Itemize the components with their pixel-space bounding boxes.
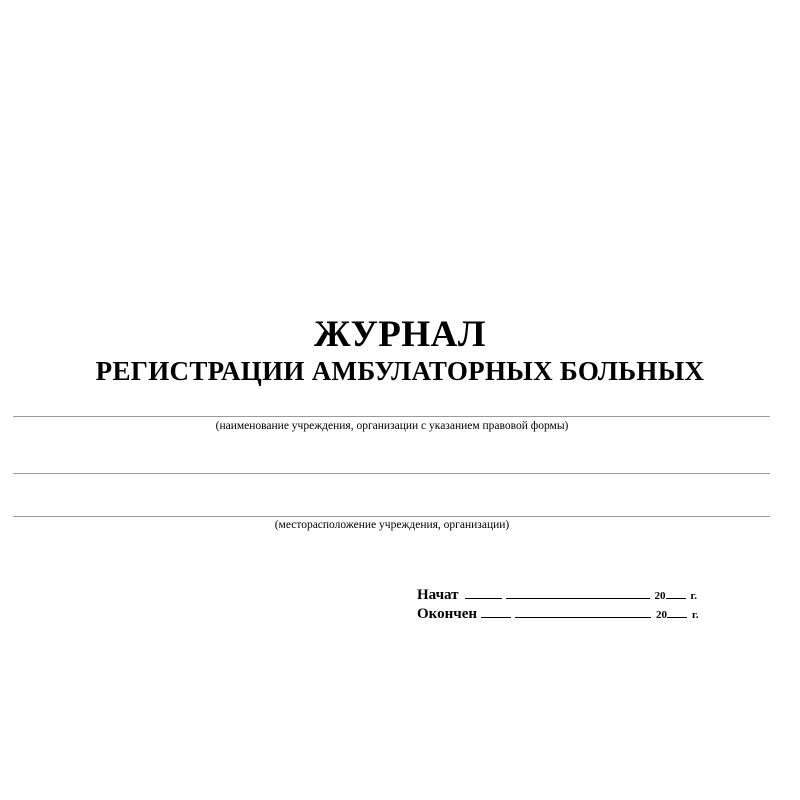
- organization-name-line: [13, 416, 770, 417]
- started-date-row: [417, 587, 697, 604]
- ended-label: Окончен: [417, 606, 478, 622]
- location-caption: (месторасположение учреждения, организации): [274, 519, 510, 531]
- page-subtitle: РЕГИСТРАЦИИ АМБУЛАТОРНЫХ БОЛЬНЫХ: [95, 356, 705, 386]
- page-title: ЖУРНАЛ: [314, 314, 486, 355]
- started-year-blank: [666, 587, 686, 599]
- organization-name-caption: (наименование учреждения, организации с указанием правовой формы): [215, 420, 569, 432]
- location-line: [13, 516, 770, 517]
- ended-year-blank: [667, 606, 687, 618]
- started-year-prefix: 20: [654, 590, 666, 602]
- started-day-blank: [465, 587, 502, 599]
- ended-year-suffix: г.: [692, 609, 699, 621]
- ended-date-row: [417, 606, 699, 623]
- organization-name-line-2: [13, 473, 770, 474]
- ended-month-blank: [515, 606, 651, 618]
- ended-year-prefix: 20: [656, 609, 668, 621]
- ended-day-blank: [481, 606, 511, 618]
- started-label: Начат: [417, 587, 459, 603]
- started-month-blank: [506, 587, 650, 599]
- started-year-suffix: г.: [690, 590, 698, 602]
